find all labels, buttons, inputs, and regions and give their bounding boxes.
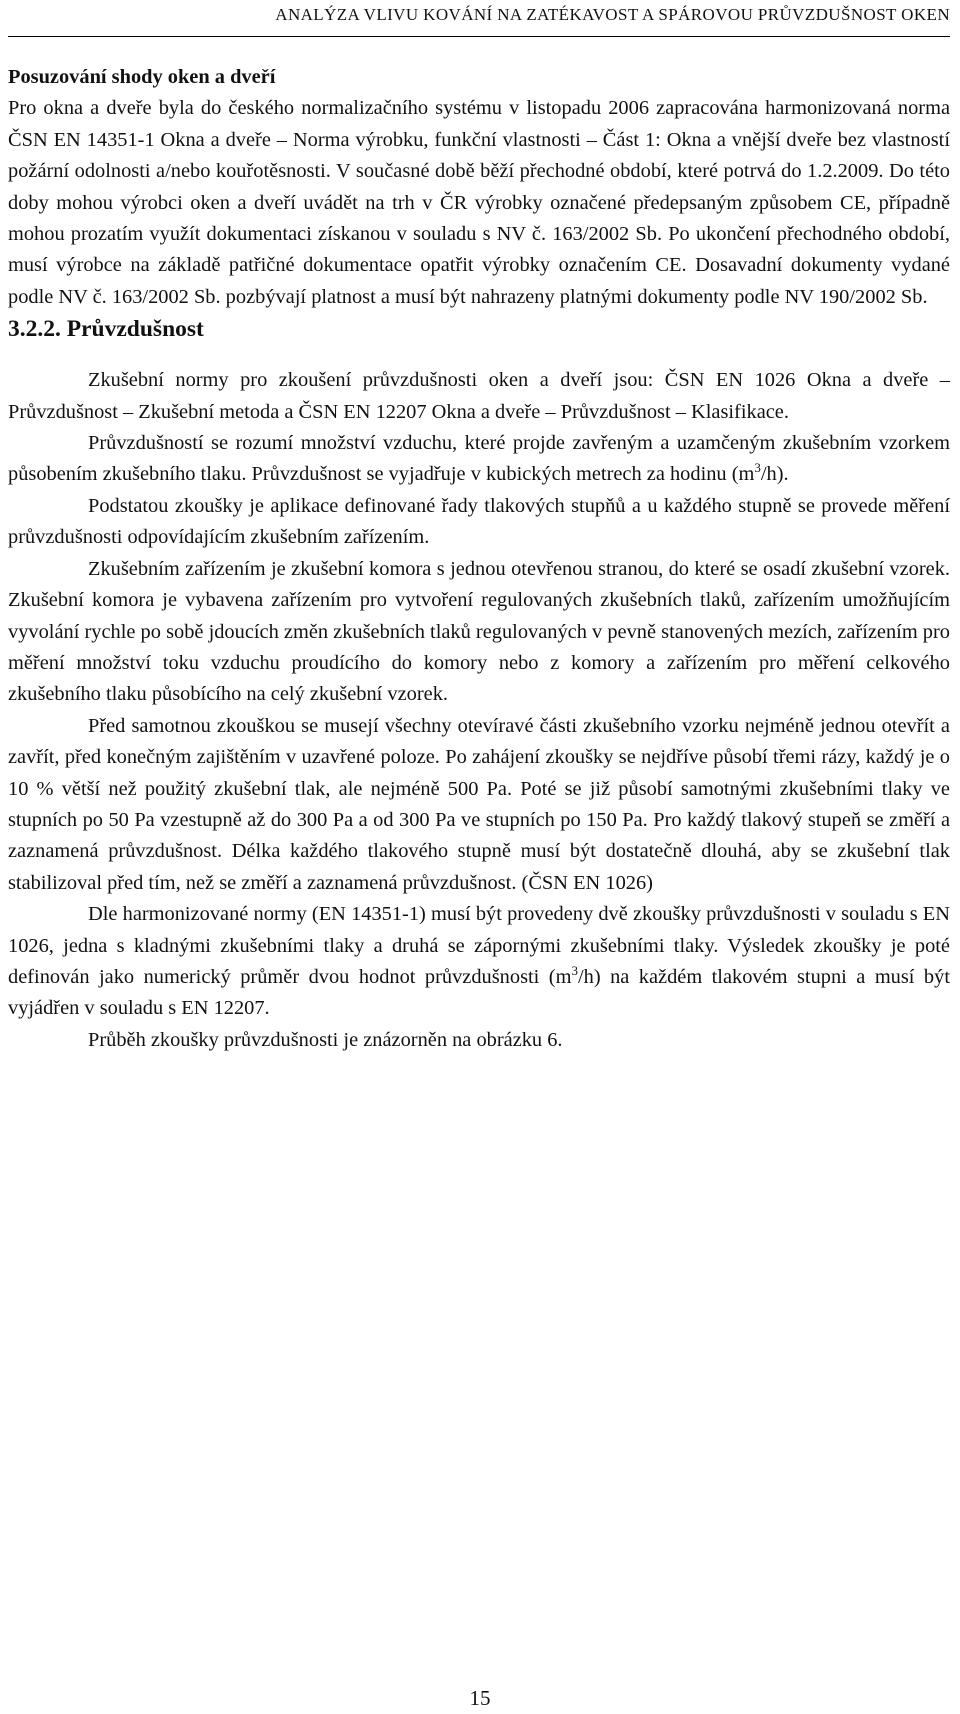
section-heading-air-permeability: 3.2.2. Průvzdušnost [8, 316, 204, 343]
page-number: 15 [469, 1686, 491, 1710]
paragraph-conformity: Pro okna a dveře byla do českého normalizačního systému v listopadu 2006 zapracována harmonizovaná norma ČSN EN 14351-1 Okna a dveře – Norma výrobku, funkční vlastnosti – Část 1: Okna a vnější dveře bez vlastností požární odolnosti a/nebo kouřotěsnosti. V současné době běží přechodné období, které potrvá do 1.2.2009. Do této doby mohou výrobci oken a dveří uvádět na trh v ČR výrobky označené předepsaným způsobem CE, případně mohou prozatím využít dokumentaci získanou v souladu s NV č. 163/2002 Sb. Po ukončení přechodného období, musí výrobce na základě patřičné dokumentace opatřit výrobky označením CE. Dosavadní dokumenty vydané podle NV č. 163/2002 Sb. pozbývají platnost a musí být nahrazeny platnými dokumenty podle NV 190/2002 Sb. [8, 97, 950, 308]
paragraph-definition-text: Průvzdušností se rozumí množství vzduchu, které projde zavřeným a uzamčeným zkušebním vzorkem působením zkušebního tlaku. Průvzdušnost se vyjadřuje v kubických metrech za hodinu (m [8, 432, 950, 486]
page-body [8, 62, 950, 1056]
paragraph-procedure: Před samotnou zkouškou se musejí všechny otevíravé části zkušebního vzorku nejméně jednou otevřít a zavřít, před konečným zajištěním v uzavřené poloze. Po zahájení zkoušky se nejdříve působí třemi rázy, každý je o 10 % větší než použitý zkušební tlak, ale nejméně 500 Pa. Poté se již působí samotnými zkušebními tlaky ve stupních po 50 Pa vzestupně až do 300 Pa a od 300 Pa ve stupních po 150 Pa. Pro každý tlakový stupeň se změří a zaznamená průvzdušnost. Délka každého tlakového stupně musí být dostatečně dlouhá, aby se zkušební tlak stabilizoval před tím, než se změří a zaznamená průvzdušnost. (ČSN EN 1026) [8, 714, 950, 894]
paragraph-definition-unit: /h). [760, 463, 789, 486]
paragraph-harmonized-text: Dle harmonizované normy (EN 14351-1) musí být provedeny dvě zkoušky průvzdušnosti v souladu s EN 1026, jedna s kladnými zkušebními tlaky a druhá se zápornými zkušebními tlaky. Výsledek zkoušky je poté definován jako numerický průměr dvou hodnot průvzdušnosti (m [8, 903, 950, 988]
paragraph-definition [8, 428, 950, 491]
running-title: ANALÝZA VLIVU KOVÁNÍ NA ZATÉKAVOST A SPÁROVOU PRŮVZDUŠNOST OKEN [275, 5, 950, 24]
paragraph-harmonized-standard [8, 899, 950, 1025]
paragraph-figure-reference: Průběh zkoušky průvzdušnosti je znázorněn na obrázku 6. [88, 1028, 563, 1051]
superscript-3: 3 [754, 460, 761, 476]
running-header [8, 0, 950, 37]
superscript-3: 3 [571, 962, 578, 978]
section-heading-conformity: Posuzování shody oken a dveří [8, 66, 276, 88]
paragraph-apparatus: Zkušebním zařízením je zkušební komora s jednou otevřenou stranou, do které se osadí zkušební vzorek. Zkušební komora je vybavena zařízením pro vytvoření regulovaných zkušebních tlaků, zařízením umožňujícím vyvolání rychle po sobě jdoucích změn zkušebních tlaků regulovaných v pevně stanovených mezích, zařízením pro měření množství toku vzduchu proudícího do komory nebo z komory a zařízením pro měření celkového zkušebního tlaku působícího na celý zkušební vzorek. [8, 557, 950, 706]
paragraph-harmonized-tail: /h) na každém tlakovém stupni a musí být vyjádřen v souladu s EN 12207. [8, 965, 950, 1020]
paragraph-principle: Podstatou zkoušky je aplikace definované řady tlakových stupňů a u každého stupně se provede měření průvzdušnosti odpovídajícím zkušebním zařízením. [8, 494, 950, 549]
paragraph-test-standards: Zkušební normy pro zkoušení průvzdušnosti oken a dveří jsou: ČSN EN 1026 Okna a dveře – Průvzdušnost – Zkušební metoda a ČSN EN 12207 Okna a dveře – Průvzdušnost – Klasifikace. [8, 369, 950, 423]
